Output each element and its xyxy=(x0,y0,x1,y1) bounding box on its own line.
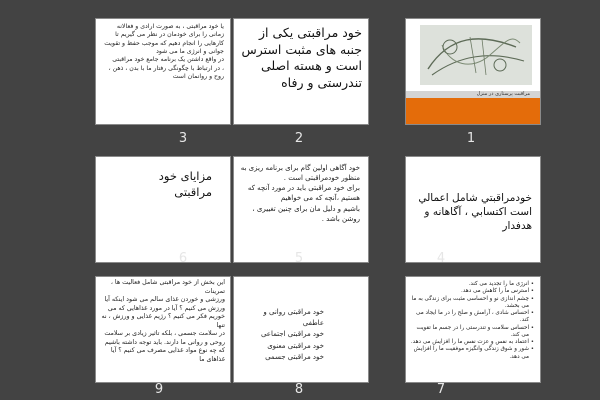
slide-thumbnail-2[interactable] xyxy=(233,18,369,125)
slide-text-block xyxy=(239,163,360,224)
slide-number-8: 8 xyxy=(294,382,304,397)
slide-thumbnail-7[interactable] xyxy=(405,276,541,383)
list-item: • احساس شادی ، آرامش و صلح را در ما ایجاد می کند. xyxy=(410,310,534,325)
text-line: در واقع داشتن یک برنامه جامع خود مراقبتی xyxy=(112,56,224,64)
list-item: • اعتماد به نفس و عزت نفس ما را افزایش می دهد. xyxy=(410,339,534,346)
slide-thumbnail-1[interactable] xyxy=(405,18,541,125)
slide-number-3: 3 xyxy=(178,131,188,146)
text-line: باشیم و دلیل مان برای چنین تغییری ، روشن باشد . xyxy=(252,204,360,223)
bullet-list xyxy=(410,281,534,361)
slide-thumbnail-4[interactable] xyxy=(405,156,541,263)
slide-thumbnail-5[interactable] xyxy=(233,156,369,263)
text-line: برای خود مراقبتی باید در مورد آنچه که xyxy=(247,184,360,193)
slide-number-1: 1 xyxy=(466,131,476,146)
slide-number-7: 7 xyxy=(436,382,446,397)
slide-text-block xyxy=(101,23,224,82)
orange-footer-bar xyxy=(406,98,540,124)
slide-text-block xyxy=(100,279,225,364)
slide-thumbnail-9[interactable] xyxy=(95,276,231,383)
slide-text-block xyxy=(240,307,324,363)
list-item: • انرژی ما را تجدید می کند. xyxy=(410,281,534,288)
text-line: خود مراقبتی روانی و عاطفی xyxy=(263,308,324,328)
list-item: • چشم اندازی نو و احساسی مثبت برای زندگی به ما می بخشد. xyxy=(410,296,534,311)
text-line: این بخش از خود مراقبتی شامل فعالیت ها ، تمرینات xyxy=(110,279,225,295)
text-line: هستیم ،آنچه که می خواهیم xyxy=(280,194,360,203)
list-item: • شور و شوق زندگی وانگیزه موفقیت ما را افزایش می دهد. xyxy=(410,346,534,361)
slide-text: مزایای خود مراقبتی xyxy=(158,169,212,199)
text-line: زمانی را برای خودمان در نظر می گیریم تا کارهایی را انجام دهیم که موجب حفظ و تقویت جوانی و انرژی ما می شود xyxy=(104,31,224,56)
text-line: در سلامت جسمی ، بلکه تاثیر زیادی بر سلامت روحی و روانی ما دارند. باید توجه داشته باشیم xyxy=(104,330,225,346)
text-line: یا خود مراقبتی ، به صورت ارادی و فعالانه xyxy=(116,23,224,30)
list-item: • استرس ما را کاهش می دهد. xyxy=(410,288,534,295)
slide-number-6: 6 xyxy=(178,251,188,266)
calligraphy-logo-icon xyxy=(420,25,532,85)
slide-number-9: 9 xyxy=(154,382,164,397)
title-image xyxy=(420,25,532,85)
slide-thumbnail-6[interactable] xyxy=(95,156,231,263)
text-line: ورزشی و خوردن غذای سالم می شود اینکه آیا ورزش می کنیم ؟ آیا در مورد غذاهایی که می خوریم فکر می کنیم ؟ رژیم غذایی و ورزش ، نه تنها xyxy=(101,296,225,329)
slide-text: خود مراقبتی یکی از جنبه های مثبت استرس است و هسته اصلی تندرستی و رفاه xyxy=(241,25,362,90)
text-line: خود مراقبتی معنوی xyxy=(267,341,324,350)
slide-text: خودمراقبتي شامل اعمالي است اکتسابي ، آگاهانه و هدفدار xyxy=(418,192,532,233)
slide-number-2: 2 xyxy=(294,131,304,146)
text-line: ، در ارتباط با چگونگی رفتار ما با بدن ، ذهن ، روح و روانمان است xyxy=(108,64,224,81)
slide-subtitle: مراقبت پرستاری در منزل xyxy=(476,91,530,97)
list-item: • احساس سلامت و تندرستی را در جسم ما تقویت می کند. xyxy=(410,325,534,340)
slide-number-4: 4 xyxy=(436,251,446,266)
slide-thumbnail-8[interactable] xyxy=(233,276,369,383)
text-line: خود مراقبتی اجتماعی xyxy=(260,330,324,339)
slide-thumbnail-3[interactable] xyxy=(95,18,231,125)
text-line: خود مراقبتی جسمی xyxy=(265,352,324,361)
text-line: که چه نوع مواد غذایی مصرف می کنیم ؟ آیا غذاهای ما xyxy=(110,347,225,363)
slide-number-5: 5 xyxy=(294,251,304,266)
text-line: خود آگاهی اولین گام برای برنامه ریزی به منظور خودمراقبتی است . xyxy=(240,164,360,183)
